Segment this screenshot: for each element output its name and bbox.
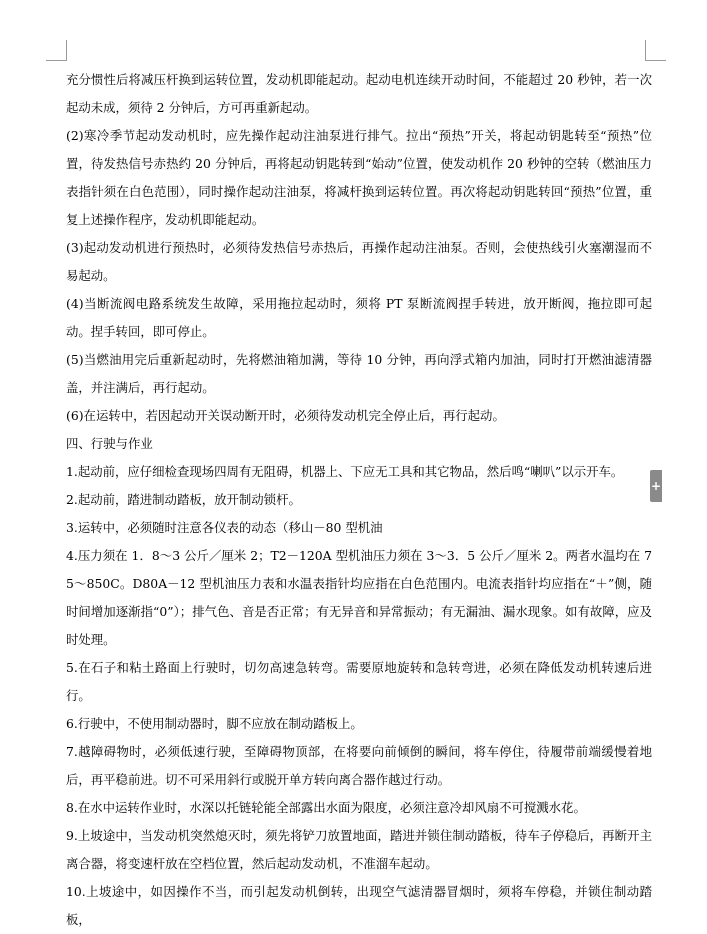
paragraph-item-4: 4.压力须在 1．8～3 公斤／厘米 2；T2－120A 型机油压力须在 3～3．5 公斤／厘米 2。两者水温均在 75～850C。D80A－12 型机油压力表和水温表指针均应指在白色范围内。电流表指针均应指在“＋”侧，随时间增加逐渐指“0”）；排气色、音是否正常；有无异音和异常振动；有无漏油、漏水现象。如有故障，应及时处理。 (66, 548, 652, 647)
paragraph-item-3: 3.运转中，必须随时注意各仪表的动态（移山－80 型机油 (66, 520, 383, 535)
paragraph-item-2: 2.起动前，踏进制动踏板，放开制动锁杆。 (66, 492, 301, 507)
paragraph-item-9: 9.上坡途中，当发动机突然熄灭时，须先将铲刀放置地面，踏进并锁住制动踏板，待车子停稳后，再断开主离合器，将变速杆放在空档位置，然后起动发动机，不准溜车起动。 (66, 828, 652, 871)
page-corner-mark-top-left (46, 40, 67, 61)
page-corner-mark-top-right (645, 40, 666, 61)
paragraph-switch-off: (6)在运转中，若因起动开关误动断开时，必须待发动机完全停止后，再行起动。 (66, 408, 505, 423)
expand-plus-icon[interactable]: + (650, 470, 662, 502)
paragraph-item-10: 10.上坡途中，如因操作不当，而引起发动机倒转，出现空气滤清器冒烟时，须将车停稳，并锁住制动踏板， (66, 884, 652, 927)
paragraph-preheat: (3)起动发动机进行预热时，必须待发热信号赤热后，再操作起动注油泵。否则，会使热线引火塞潮湿而不易起动。 (66, 240, 652, 283)
paragraph-refuel-restart: (5)当燃油用完后重新起动时，先将燃油箱加满，等待 10 分钟，再向浮式箱内加油，同时打开燃油滤清器盖，并注满后，再行起动。 (66, 352, 652, 395)
paragraph-cutoff-valve: (4)当断流阀电路系统发生故障，采用拖拉起动时，须将 PT 泵断流阀捏手转进，放开断阀，拖拉即可起动。捏手转回，即可停止。 (66, 296, 652, 339)
paragraph-item-7: 7.越障碍物时，必须低速行驶，至障碍物顶部，在将要向前倾倒的瞬间，将车停住，待履带前端缓慢着地后，再平稳前进。切不可采用斜行或脱开单方转向离合器作越过行动。 (66, 744, 652, 787)
document-body (66, 66, 652, 934)
paragraph-item-5: 5.在石子和粘土路面上行驶时，切勿高速急转弯。需要原地旋转和急转弯进，必须在降低发动机转速后进行。 (66, 660, 652, 703)
paragraph-item-1: 1.起动前，应仔细检查现场四周有无阻碍，机器上、下应无工具和其它物品，然后鸣“喇叭”以示开车。 (66, 464, 624, 479)
paragraph-item-6: 6.行驶中，不使用制动器时，脚不应放在制动踏板上。 (66, 716, 363, 731)
section-heading: 四、行驶与作业 (66, 436, 153, 451)
paragraph-item-8: 8.在水中运转作业时，水深以托链轮能全部露出水面为限度，必须注意冷却风扇不可搅溅水花。 (66, 800, 586, 815)
paragraph-startup-inertia: 充分惯性后将减压杆换到运转位置，发动机即能起动。起动电机连续开动时间，不能超过 20 秒钟，若一次起动未成，须待 2 分钟后，方可再重新起动。 (66, 72, 652, 115)
paragraph-cold-start: (2)寒冷季节起动发动机时，应先操作起动注油泵进行排气。拉出“预热”开关，将起动钥匙转至“预热”位置，待发热信号赤热约 20 分钟后，再将起动钥匙转到“始动”位置，使发动机作 20 秒钟的空转（燃油压力表指针须在白色范围），同时操作起动注油泵，将减杆换到运转位置。再次将起动钥匙转回“预热”位置，重复上述操作程序，发动机即能起动。 (66, 128, 652, 227)
